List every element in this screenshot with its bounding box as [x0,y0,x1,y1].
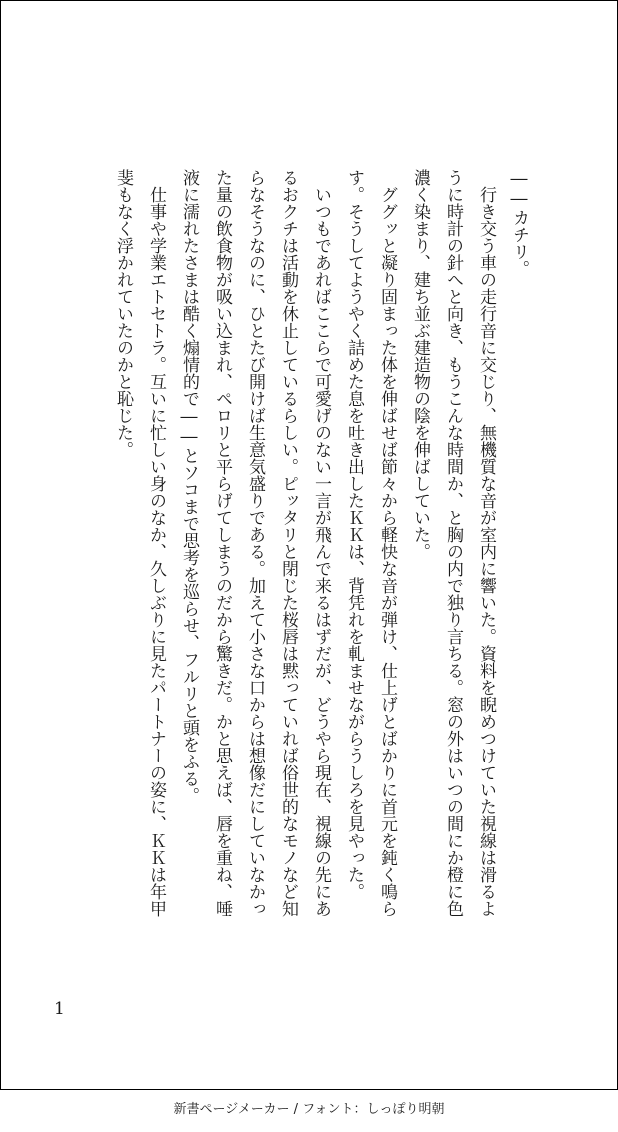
paragraph: ググッと凝り固まった体を伸ばせば節々から軽快な音が弾け、仕上げとばかりに首元を鈍く鳴らす。そうしてようやく詰めた息を吐き出したＫＫは、背凭れを軋ませながらうしろを見やった。 [344,169,397,917]
paragraph: ――カチリ。 [509,169,529,277]
vertical-body-text [106,169,535,917]
paragraph: いつもであればここらで可愛げのない一言が飛んで来るはずだが、どうやら現在、視線の先にあるおクチは活動を休止しているらしい。ピッタリと閉じた桜唇は黙っていれば俗世的なモノなど知らなそうなのに、ひとたび開けば生意気盛りである。加えて小さな口からは想像だにしていなかった量の飲食物が吸い込まれ、ペロリと平らげてしまうのだから驚きだ。かと思えば、唇を重ね、唾液に濡れたさまは酷く煽情的で――とソコまで思考を巡らせ、フルリと頭をふる。 [179,169,331,917]
footer-caption: 新書ページメーカー / フォント：しっぽり明朝 [173,1102,445,1117]
paragraph: 仕事や学業エトセトラ。互いに忙しい身のなか、久しぶりに見たパートナーの姿に、ＫＫは年甲斐もなく浮かれていたのかと恥じた。 [113,169,166,917]
page-number: 1 [54,999,65,1019]
paragraph: 行き交う車の走行音に交じり、無機質な音が室内に響いた。資料を睨めつけていた視線は滑るように時計の針へと向き、もうこんな時間か、と胸の内で独り言ちる。窓の外はいつの間にか橙に色濃く染まり、建ち並ぶ建造物の陰を伸ばしていた。 [410,169,496,917]
